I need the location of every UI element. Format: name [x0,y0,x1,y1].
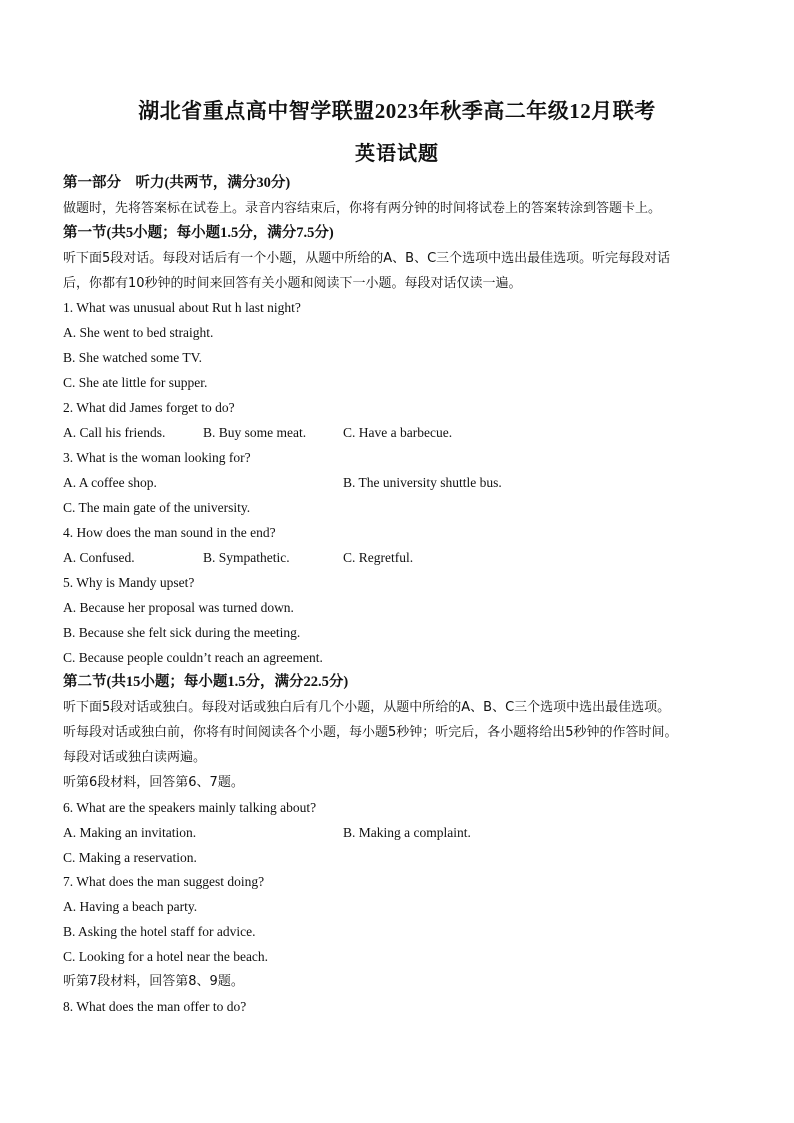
section2-intro-line3: 每段对话或独白读两遍。 [63,750,207,765]
question-4-option-c: C. Regretful. [343,550,414,565]
question-5-stem: 5. Why is Mandy upset? [63,575,195,590]
section2-intro-line1: 听下面5段对话或独白。每段对话或独白后有几个小题，从题中所给的A、B、C三个选项中选出最佳选项。 [63,700,671,715]
question-3-option-a: A. A coffee shop. [63,475,157,490]
section1-heading: 第一节(共5小题；每小题1.5分，满分7.5分) [63,225,334,241]
question-6-option-b: B. Making a complaint. [343,825,471,840]
question-1-option-c: C. She ate little for supper. [63,375,208,390]
material-6-instruction: 听第6段材料，回答第6、7题。 [63,775,244,790]
material-7-instruction: 听第7段材料，回答第8、9题。 [63,974,244,989]
question-2-stem: 2. What did James forget to do? [63,400,235,415]
section2-heading: 第二节(共15小题；每小题1.5分，满分22.5分) [63,674,349,690]
question-1-stem: 1. What was unusual about Rut h last night? [63,300,301,315]
exam-title: 湖北省重点高中智学联盟2023年秋季高二年级12月联考 [138,99,656,123]
question-5-option-a: A. Because her proposal was turned down. [63,600,294,615]
section1-intro-line1: 听下面5段对话。每段对话后有一个小题，从题中所给的A、B、C三个选项中选出最佳选项。听完每段对话 [63,251,671,266]
question-7-option-c: C. Looking for a hotel near the beach. [63,949,269,964]
question-6-option-a: A. Making an invitation. [63,825,197,840]
section1-intro-line2: 后，你都有10秒钟的时间来回答有关小题和阅读下一小题。每段对话仅读一遍。 [63,276,522,291]
section2-intro-line2: 听每段对话或独白前，你将有时间阅读各个小题，每小题5秒钟；听完后，各小题将给出5秒钟的作答时间。 [63,725,678,740]
question-5-option-c: C. Because people couldn’t reach an agreement. [63,650,323,665]
question-6-option-c: C. Making a reservation. [63,850,197,865]
question-3-stem: 3. What is the woman looking for? [63,450,251,465]
question-4-option-a: A. Confused. [63,550,135,565]
question-3-option-b: B. The university shuttle bus. [343,475,502,490]
question-4-option-b: B. Sympathetic. [203,550,290,565]
question-2-option-a: A. Call his friends. [63,425,166,440]
part1-heading: 第一部分 听力(共两节，满分30分) [63,175,291,191]
question-7-option-a: A. Having a beach party. [63,899,198,914]
question-2-option-b: B. Buy some meat. [203,425,307,440]
exam-subtitle: 英语试题 [355,143,439,165]
question-4-stem: 4. How does the man sound in the end? [63,525,276,540]
question-7-stem: 7. What does the man suggest doing? [63,874,265,889]
part1-intro: 做题时，先将答案标在试卷上。录音内容结束后，你将有两分钟的时间将试卷上的答案转涂到答题卡上。 [63,201,662,216]
question-2-option-c: C. Have a barbecue. [343,425,453,440]
question-1-option-b: B. She watched some TV. [63,350,202,365]
question-3-option-c: C. The main gate of the university. [63,500,251,515]
question-6-stem: 6. What are the speakers mainly talking about? [63,800,317,815]
question-7-option-b: B. Asking the hotel staff for advice. [63,924,256,939]
question-1-option-a: A. She went to bed straight. [63,325,214,340]
question-8-stem: 8. What does the man offer to do? [63,999,247,1014]
question-5-option-b: B. Because she felt sick during the meeting. [63,625,301,640]
